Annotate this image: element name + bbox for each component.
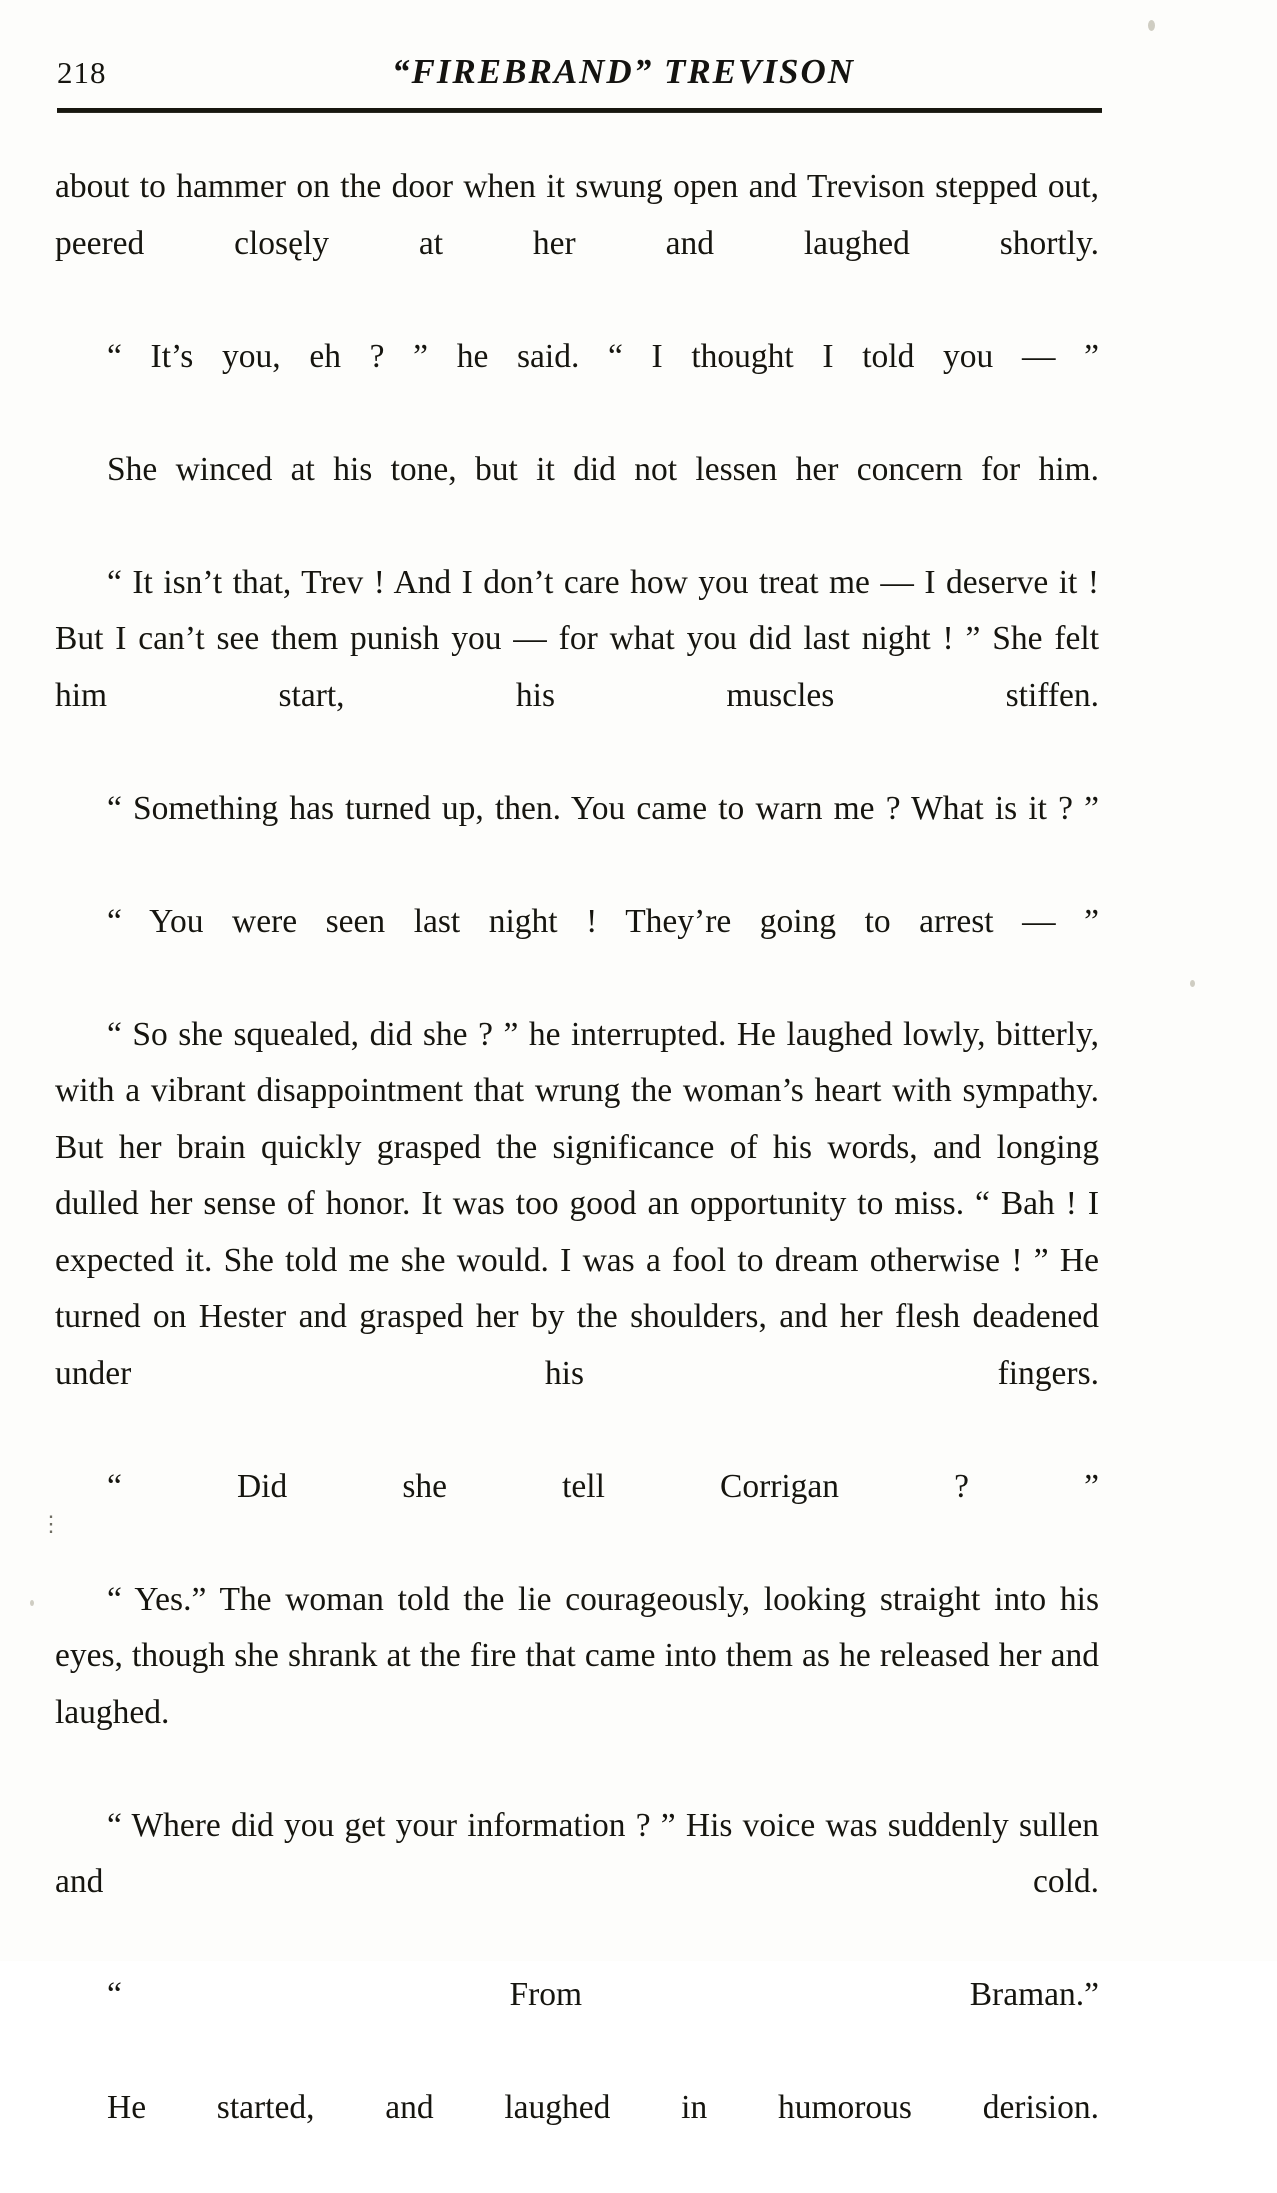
paper-speck [30, 1600, 34, 1606]
paragraph: “ Yes.” The woman told the lie courageously, looking straight into his eyes, though she shrank at the fire that came into them as he released her and laughed. [55, 1580, 1099, 1731]
margin-mark: ⋮ [40, 1511, 62, 1536]
paper-speck [1190, 980, 1195, 987]
paragraph: She winced at his tone, but it did not lessen her concern for him. [107, 450, 1099, 488]
header-rule [57, 108, 1102, 113]
paragraph: about to hammer on the door when it swung open and Trevison stepped out, peered closęly at her and laughed shortly. [55, 168, 1099, 262]
paragraph: “ Did she tell Corrigan ? ” [107, 1467, 1099, 1505]
paragraph: “ It’s you, eh ? ” he said. “ I thought I told you — ” [107, 337, 1099, 375]
running-head: “FIREBRAND” TREVISON [391, 52, 856, 91]
page-header [55, 52, 1165, 92]
paragraph: “ Where did you get your information ? ” His voice was suddenly sullen and cold. [55, 1806, 1099, 1900]
paragraph: “ You were seen last night ! They’re going to arrest — ” [107, 902, 1099, 940]
body-text [55, 159, 1099, 2193]
paragraph: “ Something has turned up, then. You came to warn me ? What is it ? ” [107, 789, 1099, 827]
paragraph: He started, and laughed in humorous derision. [107, 2089, 1099, 2126]
paragraph: “ So she squealed, did she ? ” he interrupted. He laughed lowly, bitterly, with a vibrant disappointment that wrung the woman’s heart with sympathy. But her brain quickly grasped the significance of his words, and longing dulled her sense of honor. It was too good an opportunity to miss. “ Bah ! I expected it. She told me she would. I was a fool to dream otherwise ! ” He turned on Hester and grasped her by the shoulders, and her flesh deadened under his fingers. [55, 1015, 1099, 1392]
paper-speck [1148, 20, 1155, 31]
page-number: 218 [57, 55, 107, 90]
page-content [55, 52, 1165, 2193]
paragraph: “ It isn’t that, Trev ! And I don’t care how you treat me — I deserve it ! But I can’t see them punish you — for what you did last night ! ” She felt him start, his muscles stiffen. [55, 563, 1099, 714]
paragraph: “ From Braman.” [107, 1976, 1099, 2013]
